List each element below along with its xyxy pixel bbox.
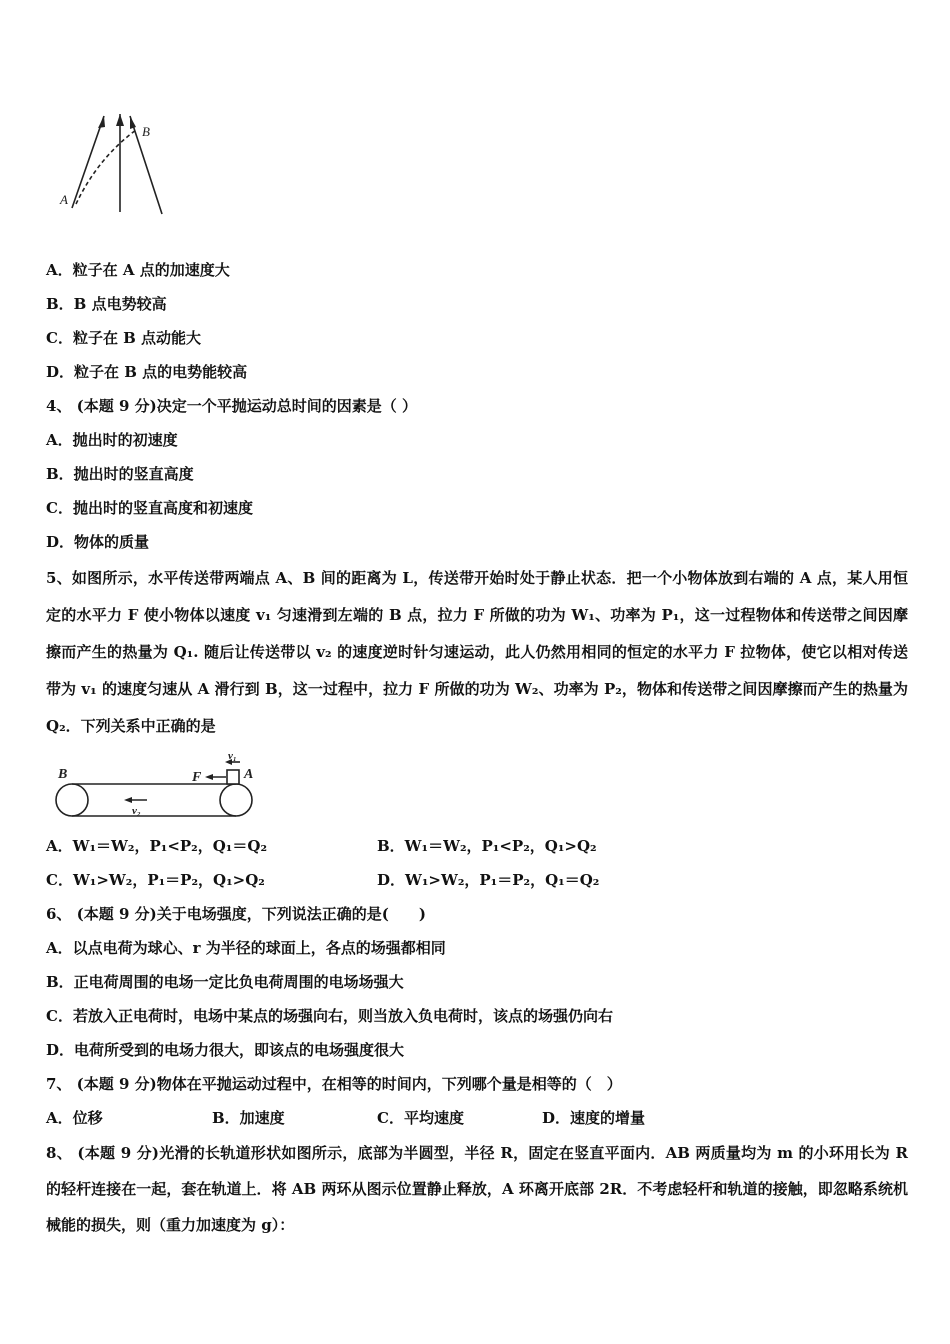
q4-stem: 4、 (本题 9 分)决定一个平抛运动总时间的因素是（ ）: [46, 397, 417, 415]
q6-option-b: B．正电荷周围的电场一定比负电荷周围的电场场强大: [46, 973, 404, 991]
belt-label-b: B: [58, 767, 68, 782]
q6-option-d: D．电荷所受到的电场力很大，即该点的电场强度很大: [46, 1041, 405, 1059]
q3-option-d: D．粒子在 B 点的电势能较高: [46, 363, 248, 381]
point-b-label: B: [142, 124, 150, 139]
belt-label-a: A: [244, 767, 254, 782]
q7-stem: 7、 (本题 9 分)物体在平抛运动过程中，在相等的时间内，下列哪个量是相等的（ ）: [46, 1075, 622, 1093]
q3-option-a: A．粒子在 A 点的加速度大: [46, 261, 230, 279]
q6-option-a: A．以点电荷为球心、r 为半径的球面上，各点的场强都相同: [46, 939, 446, 957]
q7-option-c: C．平均速度: [377, 1109, 464, 1127]
q5-option-a: A．W₁＝W₂，P₁<P₂，Q₁＝Q₂: [46, 837, 268, 855]
q4-option-a: A．抛出时的初速度: [46, 431, 178, 449]
field-trajectory-figure: [58, 108, 168, 220]
force-label-f: F: [192, 770, 202, 785]
velocity-label-v2: v₂: [132, 805, 141, 817]
velocity-label-v1: v₁: [228, 750, 237, 762]
q4-option-b: B．抛出时的竖直高度: [46, 465, 194, 483]
q4-option-c: C．抛出时的竖直高度和初速度: [46, 499, 253, 517]
point-a-label: A: [60, 192, 68, 207]
q5-option-d: D．W₁>W₂，P₁＝P₂，Q₁＝Q₂: [377, 871, 600, 889]
q4-option-d: D．物体的质量: [46, 533, 150, 551]
q3-option-c: C．粒子在 B 点动能大: [46, 329, 202, 347]
q7-option-b: B．加速度: [212, 1109, 285, 1127]
q5-option-b: B．W₁＝W₂，P₁<P₂，Q₁>Q₂: [377, 837, 597, 855]
q5-option-c: C．W₁>W₂，P₁＝P₂，Q₁>Q₂: [46, 871, 265, 889]
q8-stem: 8、 (本题 9 分)光滑的长轨道形状如图所示，底部为半圆型，半径 R，固定在竖直平面内．AB 两质量均为 m 的小环用长为 R 的轻杆连接在一起，套在轨道上．将 AB 两环从图示位置静止释放，A 环离开底部 2R．不考虑轻杆和轨道的接触，即忽略系统机械能的损失，则（重力加速度为 g）：: [46, 1144, 908, 1234]
q7-option-a: A．位移: [46, 1109, 103, 1127]
q7-option-d: D．速度的增量: [542, 1109, 646, 1127]
conveyor-belt-figure: [52, 748, 262, 822]
q3-option-b: B．B 点电势较高: [46, 295, 167, 313]
q5-stem: 5、如图所示，水平传送带两端点 A、B 间的距离为 L，传送带开始时处于静止状态．把一个小物体放到右端的 A 点，某人用恒定的水平力 F 使小物体以速度 v₁ 匀速滑到左端的 B 点，拉力 F 所做的功为 W₁、功率为 P₁，这一过程物体和传送带之间因摩擦而产生的热量为 Q₁. 随后让传送带以 v₂ 的速度逆时针匀速运动，此人仍然用相同的恒定的水平力 F 拉物体，使它以相对传送带为 v₁ 的速度匀速从 A 滑行到 B，这一过程中，拉力 F 所做的功为 W₂、功率为 P₂，物体和传送带之间因摩擦而产生的热量为 Q₂．下列关系中正确的是: [46, 569, 908, 735]
q6-stem: 6、 (本题 9 分)关于电场强度，下列说法正确的是( ): [46, 905, 426, 923]
q6-option-c: C．若放入正电荷时，电场中某点的场强向右，则当放入负电荷时，该点的场强仍向右: [46, 1007, 613, 1025]
